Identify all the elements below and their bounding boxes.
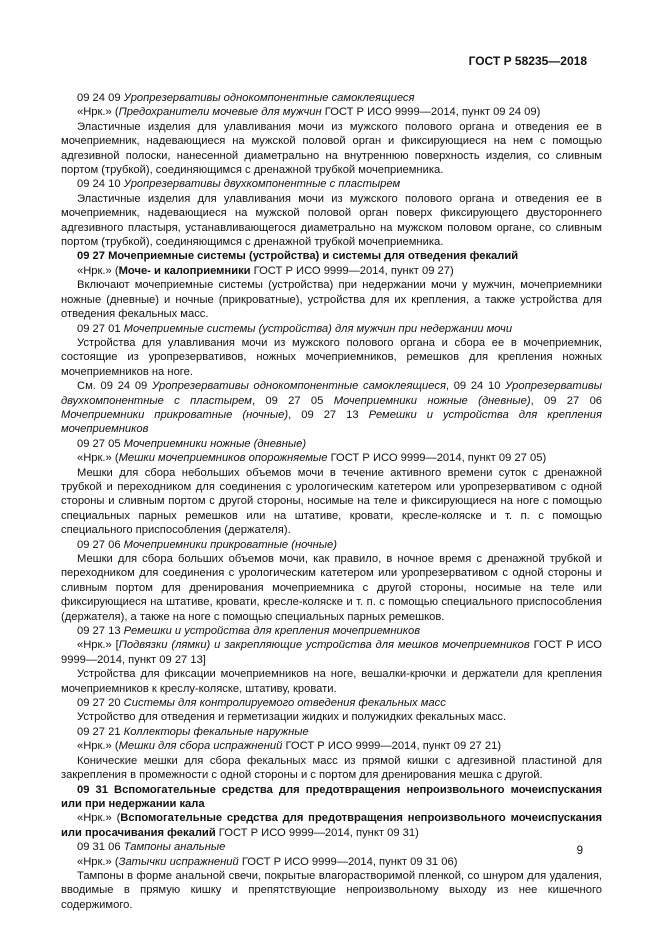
text-run: Устройства для фиксации мочеприемников на ноге, вешалки-крючки и держатели для крепления мочеприемников к креслу-коляске, штативу, кровати. (61, 668, 602, 695)
italic-text: Тампоны анальные (123, 841, 226, 854)
text-run: «Нрк.» [ (77, 639, 119, 652)
text-run: ГОСТ Р ИСО 9999—2014, пункт 09 27 05) (327, 452, 547, 465)
text-run: Устройство для отведения и герметизации жидких и полужидких фекальных масс. (77, 711, 507, 724)
text-run: «Нрк.» ( (77, 855, 119, 868)
document-body (61, 91, 602, 912)
paragraph (61, 667, 602, 696)
text-run: ГОСТ Р ИСО 9999—2014, пункт 09 31) (215, 826, 419, 839)
text-run: Тампоны в форме анальной свечи, покрытые влагорастворимой пленкой, со шнуром для удаления, вводимые в прямую кишку и препятствующие непроизвольному выходу из нее кишечного содержимого. (61, 869, 602, 911)
paragraph (61, 840, 602, 854)
document-header: ГОСТ Р 58235—2018 (468, 54, 587, 68)
bold-text: 09 31 Вспомогательные средства для предотвращения непроизвольного мочеиспускания или при недержании кала (61, 783, 602, 810)
italic-text: Мешки мочеприемников опорожняемые (118, 452, 328, 465)
text-run: , 09 27 06 (530, 394, 603, 407)
text-run: Устройства для улавливания мочи из мужского полового органа и сбора ее в мочеприемник, состоящие из уропрезервативов, ножных мочеприемников, ремешков для крепления ножных мочеприемников на ноге. (61, 336, 602, 378)
italic-text: Мешки для сбора испражнений (118, 740, 283, 753)
text-run: Включают мочеприемные системы (устройства) при недержании мочи у мужчин, мочеприемники ножные (дневные) и ночные (прикроватные), устройства для их крепления, а также устройства для отведения фекальных масс. (61, 279, 602, 321)
text-run: ГОСТ Р ИСО 9999—2014, пункт 09 27 13] (61, 639, 602, 666)
text-run: Мешки для сбора небольших объемов мочи в течение активного времени суток с дренажной трубкой и переходником для соединения с урологическим катетером или уропрезервативом с одной стороны и сливным портом с другой стороны, носимые на теле и фиксирующиеся на ноге с помощью специальных парных ремешков или на штативе, кровати, кресле-коляске и т. п. с помощью специального приспособления (держателя). (61, 466, 602, 537)
italic-text: Мочеприемные системы (устройства) для мужчин при недержании мочи (123, 322, 513, 335)
text-run: «Нрк.» ( (77, 740, 119, 753)
text-run: , 09 27 05 (251, 394, 334, 407)
paragraph (61, 336, 602, 379)
italic-text: Коллекторы фекальные наружные (123, 725, 309, 738)
text-run: 09 27 05 (77, 437, 124, 450)
paragraph (61, 869, 602, 912)
text-run: «Нрк.» ( (77, 264, 119, 277)
text-run: 09 27 06 (77, 538, 124, 551)
text-run: 09 27 01 (77, 322, 124, 335)
paragraph (61, 322, 602, 336)
text-run: Эластичные изделия для улавливания мочи из мужского полового органа и отведения ее в мочеприемник, надевающиеся на мужской половой орган поверх фиксирующего двустороннего адгезивного пластыря, устанавливающегося диаметрально на мужском половом органе, со сливным портом (трубкой), соединяющимся с дренажной трубкой мочеприемника. (61, 192, 602, 249)
paragraph (61, 91, 602, 105)
bold-text: Моче- и калоприемники (118, 264, 251, 277)
paragraph (61, 624, 602, 638)
paragraph (61, 120, 602, 178)
text-run: Мешки для сбора больших объемов мочи, как правило, в ночное время с дренажной трубкой и переходником для соединения с урологическим катетером или уропрезервативом с одной стороны и сливным портом для дренирования мочеприемника с другой стороны, носимые на теле или фиксирующиеся на штативе, кровати, кресле-коляске и т. п. с помощью специального приспособления (держателя), а также на ноге с помощью специальных парных ремешков. (61, 553, 602, 623)
italic-text: Уропрезервативы однокомпонентные самоклеящиеся (123, 92, 415, 104)
text-run: , 09 24 10 (445, 380, 506, 393)
paragraph (61, 696, 602, 710)
paragraph (61, 552, 602, 624)
italic-text: Мочеприемники прикроватные (ночные) (61, 408, 289, 421)
paragraph (61, 278, 602, 321)
italic-text: Мочеприемники прикроватные (ночные) (123, 538, 337, 551)
paragraph (61, 783, 602, 812)
paragraph (61, 638, 602, 667)
text-run: «Нрк.» ( (77, 812, 121, 825)
text-run: Эластичные изделия для улавливания мочи из мужского полового органа и отведения ее в мочеприемник, надевающиеся на мужской половой орган и фиксирующиеся на нем с помощью адгезивной полоски, нанесенной диаметрально на внутреннюю поверхность изделия, со сливным портом (трубкой), соединяющимся с дренажной трубкой мочеприемника. (61, 120, 602, 177)
paragraph (61, 192, 602, 250)
bold-text: 09 27 Мочеприемные системы (устройства) и системы для отведения фекалий (77, 250, 519, 263)
text-run: 09 27 21 (77, 725, 124, 738)
paragraph (61, 451, 602, 465)
italic-text: Уропрезервативы двухкомпонентные с пластырем (123, 178, 401, 191)
paragraph (61, 754, 602, 783)
text-run: , 09 27 13 (288, 408, 369, 421)
paragraph (61, 710, 602, 724)
paragraph (61, 177, 602, 191)
paragraph (61, 264, 602, 278)
text-run: 09 24 10 (77, 178, 124, 191)
paragraph (61, 739, 602, 753)
text-run: «Нрк.» ( (77, 106, 119, 119)
text-run: ГОСТ Р ИСО 9999—2014, пункт 09 27 21) (282, 740, 502, 753)
italic-text: Ремешки и устройства для крепления мочеприемников (123, 625, 421, 638)
paragraph (61, 538, 602, 552)
bold-text: Вспомогательные средства для предотвращения непроизвольного мочеиспускания или просачивания фекалий (61, 812, 602, 839)
italic-text: Системы для контролируемого отведения фекальных масс (123, 697, 446, 710)
italic-text: Ремешки и устройства для крепления мочеприемников (61, 408, 602, 436)
paragraph (61, 249, 602, 263)
paragraph (61, 437, 602, 451)
paragraph (61, 811, 602, 840)
italic-text: Подвязки (лямки) и закрепляющие устройства для мешков мочеприемников (118, 639, 530, 652)
text-run: ГОСТ Р ИСО 9999—2014, пункт 09 24 09) (321, 106, 541, 119)
paragraph (61, 725, 602, 739)
text-run: 09 31 06 (77, 841, 124, 854)
italic-text: Уропрезервативы однокомпонентные самоклеящиеся (151, 380, 446, 393)
italic-text: Мочеприемники ножные (дневные) (333, 394, 531, 407)
italic-text: Затычки испражнений (118, 855, 239, 868)
page-number: 9 (576, 845, 583, 857)
text-run: 09 27 13 (77, 625, 124, 638)
text-run: «Нрк.» ( (77, 452, 119, 465)
paragraph (61, 466, 602, 538)
italic-text: Уропрезервативы двухкомпонентные с пластырем (61, 380, 602, 407)
text-run: 09 24 09 (77, 92, 124, 104)
paragraph (61, 855, 602, 869)
text-run: ГОСТ Р ИСО 9999—2014, пункт 09 27) (250, 264, 454, 277)
text-run: 09 27 20 (77, 697, 124, 710)
text-run: Конические мешки для сбора фекальных масс из прямой кишки с адгезивной пластиной для закрепления в промежности с одной стороны и с портом для дренирования мешка с другой. (61, 754, 602, 782)
italic-text: Предохранители мочевые для мужчин (118, 106, 322, 119)
text-run: ГОСТ Р ИСО 9999—2014, пункт 09 31 06) (238, 855, 458, 868)
text-run: См. 09 24 09 (77, 380, 152, 393)
paragraph (61, 105, 602, 119)
paragraph (61, 379, 602, 437)
italic-text: Мочеприемники ножные (дневные) (123, 437, 307, 450)
